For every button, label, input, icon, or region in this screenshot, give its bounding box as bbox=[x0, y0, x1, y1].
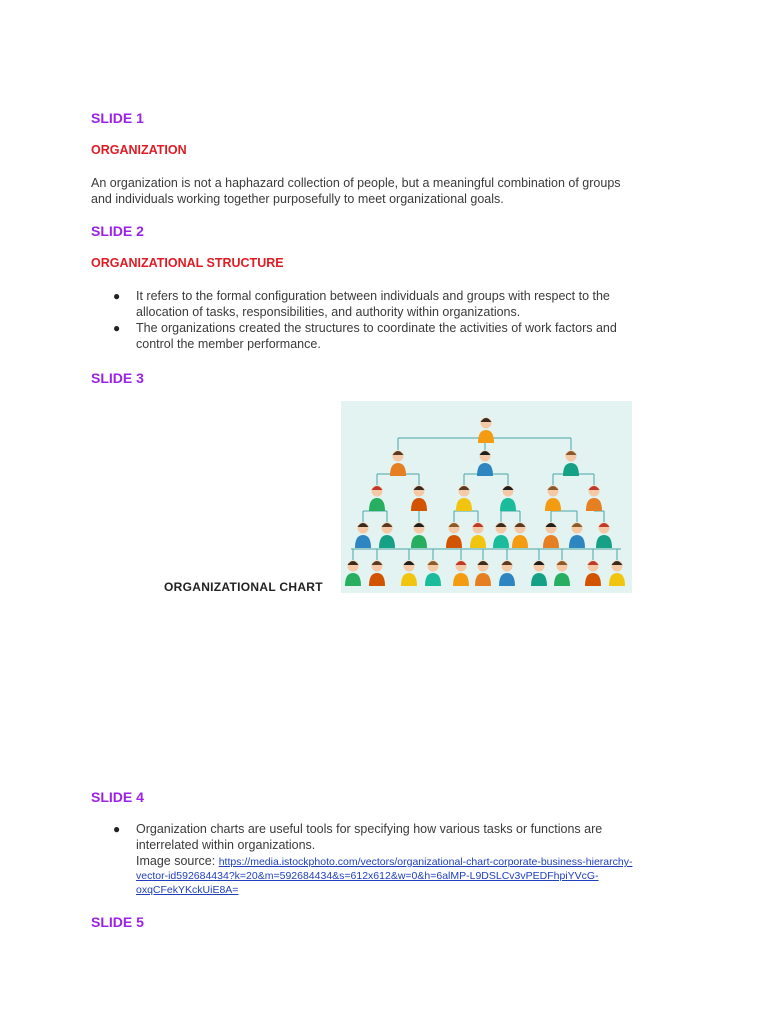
person-icon bbox=[453, 561, 469, 587]
person-icon bbox=[545, 486, 561, 512]
bullet-line: Organization charts are useful tools for specifying how various tasks or functions are bbox=[136, 822, 603, 836]
link-continuation bbox=[136, 869, 691, 883]
organizational-structure-title: ORGANIZATIONAL STRUCTURE bbox=[91, 256, 284, 270]
bullet-icon: ● bbox=[113, 289, 121, 303]
bullet-icon: ● bbox=[113, 822, 121, 836]
organization-title: ORGANIZATION bbox=[91, 143, 187, 157]
person-icon bbox=[585, 561, 601, 587]
person-icon bbox=[411, 486, 427, 512]
person-icon bbox=[355, 523, 371, 549]
link-continuation bbox=[136, 883, 691, 897]
person-icon bbox=[596, 523, 612, 549]
person-icon bbox=[390, 451, 406, 477]
bullet-line: allocation of tasks, responsibilities, and authority within organizations. bbox=[136, 305, 521, 319]
bullet-line: The organizations created the structures to coordinate the activities of work factors and bbox=[136, 321, 617, 335]
image-source-link-part-2[interactable]: vector-id592684434?k=20&m=592684434&s=612x612&w=0&h=6alMP-L9DSLCv3vPEDFhpiYVcG- bbox=[136, 870, 599, 882]
person-icon bbox=[493, 523, 509, 549]
image-source-label: Image source: bbox=[136, 854, 219, 868]
org-chart-illustration bbox=[341, 401, 632, 593]
person-icon bbox=[478, 418, 494, 444]
person-icon bbox=[500, 486, 516, 512]
slide-2-heading: SLIDE 2 bbox=[91, 223, 144, 239]
paragraph-line: An organization is not a haphazard collection of people, but a meaningful combination of groups bbox=[91, 176, 621, 190]
org-chart-image bbox=[341, 401, 632, 593]
person-icon bbox=[470, 523, 486, 549]
person-icon bbox=[345, 561, 361, 587]
bullet-line: It refers to the formal configuration between individuals and groups with respect to the bbox=[136, 289, 610, 303]
image-source-line bbox=[136, 853, 691, 869]
person-icon bbox=[379, 523, 395, 549]
list-item bbox=[91, 288, 691, 320]
list-item bbox=[91, 821, 691, 897]
organizational-chart-caption: ORGANIZATIONAL CHART bbox=[164, 580, 323, 594]
person-icon bbox=[477, 451, 493, 477]
bullet-icon: ● bbox=[113, 321, 121, 335]
person-icon bbox=[512, 523, 528, 549]
person-icon bbox=[475, 561, 491, 587]
person-icon bbox=[554, 561, 570, 587]
person-icon bbox=[609, 561, 625, 587]
bullet-line: control the member performance. bbox=[136, 337, 321, 351]
person-icon bbox=[446, 523, 462, 549]
person-icon bbox=[369, 486, 385, 512]
organization-paragraph bbox=[91, 175, 691, 207]
person-icon bbox=[411, 523, 427, 549]
slide-1-heading: SLIDE 1 bbox=[91, 110, 144, 126]
person-icon bbox=[499, 561, 515, 587]
person-icon bbox=[531, 561, 547, 587]
person-icon bbox=[586, 486, 602, 512]
person-icon bbox=[425, 561, 441, 587]
person-icon bbox=[543, 523, 559, 549]
slide-4-bullet-list bbox=[91, 821, 691, 897]
structure-bullet-list bbox=[91, 288, 691, 352]
list-item bbox=[91, 320, 691, 352]
paragraph-line: and individuals working together purposefully to meet organizational goals. bbox=[91, 192, 504, 206]
bullet-line: interrelated within organizations. bbox=[136, 838, 316, 852]
person-icon bbox=[369, 561, 385, 587]
slide-3-heading: SLIDE 3 bbox=[91, 370, 144, 386]
person-icon bbox=[401, 561, 417, 587]
slide-4-heading: SLIDE 4 bbox=[91, 789, 144, 805]
image-source-link[interactable]: https://media.istockphoto.com/vectors/organizational-chart-corporate-business-hierarchy- bbox=[218, 856, 633, 868]
person-icon bbox=[563, 451, 579, 477]
person-icon bbox=[569, 523, 585, 549]
slide-5-heading: SLIDE 5 bbox=[91, 914, 144, 930]
person-icon bbox=[456, 486, 472, 512]
image-source-link-part-3[interactable]: oxqCFekYKckUiE8A= bbox=[136, 884, 239, 896]
